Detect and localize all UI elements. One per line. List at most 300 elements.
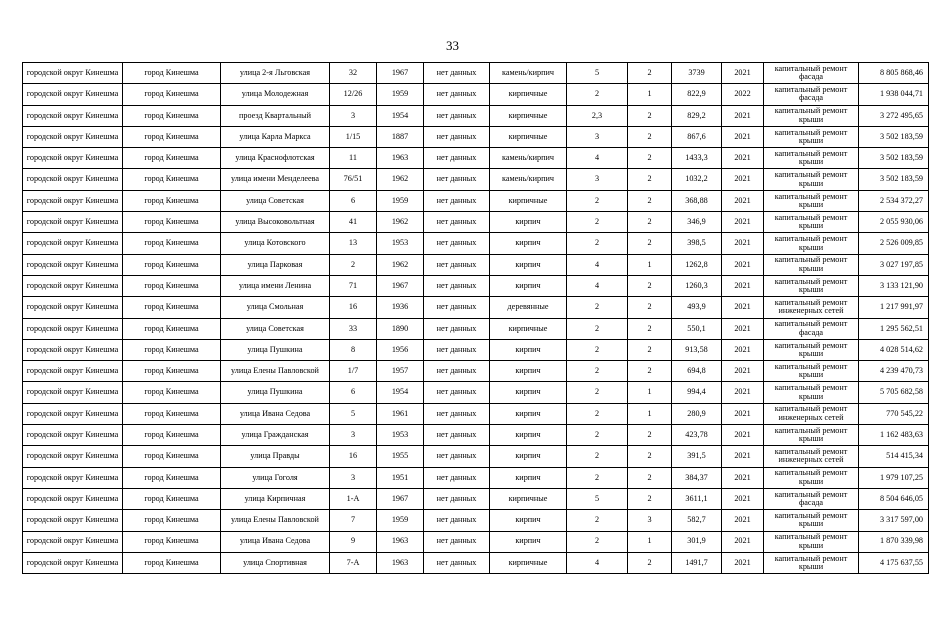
floors-cell: 5 — [567, 488, 628, 509]
wear-cell: нет данных — [424, 531, 490, 552]
year-cell: 2021 — [722, 254, 764, 275]
year-cell: 2021 — [722, 531, 764, 552]
settlement-cell: город Кинешма — [123, 339, 221, 360]
entrances-cell: 1 — [628, 403, 672, 424]
wear-cell: нет данных — [424, 361, 490, 382]
municipality-cell: городской округ Кинешма — [23, 84, 123, 105]
entrances-cell: 2 — [628, 190, 672, 211]
year-built-cell: 1953 — [377, 425, 424, 446]
house-number-cell: 8 — [330, 339, 377, 360]
entrances-cell: 3 — [628, 510, 672, 531]
street-cell: улица Ивана Седова — [221, 403, 330, 424]
area-cell: 384,37 — [672, 467, 722, 488]
year-built-cell: 1887 — [377, 126, 424, 147]
street-cell: улица имени Менделеева — [221, 169, 330, 190]
cost-cell: 4 028 514,62 — [859, 339, 929, 360]
year-built-cell: 1963 — [377, 148, 424, 169]
year-built-cell: 1963 — [377, 552, 424, 573]
municipality-cell: городской округ Кинешма — [23, 510, 123, 531]
work-type-cell: капитальный ремонт крыши — [764, 531, 859, 552]
table-row — [23, 190, 929, 211]
settlement-cell: город Кинешма — [123, 552, 221, 573]
entrances-cell: 2 — [628, 339, 672, 360]
work-type-cell: капитальный ремонт инженерных сетей — [764, 297, 859, 318]
table-row — [23, 84, 929, 105]
work-type-cell: капитальный ремонт инженерных сетей — [764, 403, 859, 424]
area-cell: 1262,8 — [672, 254, 722, 275]
wear-cell: нет данных — [424, 275, 490, 296]
table-row — [23, 488, 929, 509]
street-cell: улица Карла Маркса — [221, 126, 330, 147]
cost-cell: 3 272 495,65 — [859, 105, 929, 126]
house-number-cell: 6 — [330, 382, 377, 403]
table-row — [23, 105, 929, 126]
year-built-cell: 1967 — [377, 488, 424, 509]
street-cell: улица Смольная — [221, 297, 330, 318]
work-type-cell: капитальный ремонт крыши — [764, 212, 859, 233]
table-row — [23, 510, 929, 531]
settlement-cell: город Кинешма — [123, 275, 221, 296]
area-cell: 391,5 — [672, 446, 722, 467]
house-number-cell: 9 — [330, 531, 377, 552]
wall-material-cell: деревянные — [490, 297, 567, 318]
year-cell: 2021 — [722, 297, 764, 318]
table-row — [23, 531, 929, 552]
settlement-cell: город Кинешма — [123, 446, 221, 467]
wear-cell: нет данных — [424, 169, 490, 190]
cost-cell: 8 805 868,46 — [859, 63, 929, 84]
entrances-cell: 2 — [628, 63, 672, 84]
work-type-cell: капитальный ремонт крыши — [764, 126, 859, 147]
municipality-cell: городской округ Кинешма — [23, 339, 123, 360]
street-cell: улица Пушкина — [221, 382, 330, 403]
cost-cell: 770 545,22 — [859, 403, 929, 424]
house-number-cell: 1-А — [330, 488, 377, 509]
cost-cell: 3 133 121,90 — [859, 275, 929, 296]
area-cell: 1491,7 — [672, 552, 722, 573]
floors-cell: 2 — [567, 361, 628, 382]
street-cell: улица Правды — [221, 446, 330, 467]
table-row — [23, 446, 929, 467]
wear-cell: нет данных — [424, 339, 490, 360]
area-cell: 1433,3 — [672, 148, 722, 169]
work-type-cell: капитальный ремонт крыши — [764, 510, 859, 531]
floors-cell: 4 — [567, 254, 628, 275]
wear-cell: нет данных — [424, 488, 490, 509]
work-type-cell: капитальный ремонт крыши — [764, 254, 859, 275]
house-number-cell: 12/26 — [330, 84, 377, 105]
wall-material-cell: камень/кирпич — [490, 169, 567, 190]
year-cell: 2021 — [722, 510, 764, 531]
cost-cell: 1 938 044,71 — [859, 84, 929, 105]
work-type-cell: капитальный ремонт фасада — [764, 318, 859, 339]
year-built-cell: 1957 — [377, 361, 424, 382]
entrances-cell: 2 — [628, 297, 672, 318]
wear-cell: нет данных — [424, 254, 490, 275]
house-number-cell: 7 — [330, 510, 377, 531]
street-cell: проезд Квартальный — [221, 105, 330, 126]
entrances-cell: 1 — [628, 531, 672, 552]
year-built-cell: 1953 — [377, 233, 424, 254]
house-number-cell: 41 — [330, 212, 377, 233]
area-cell: 829,2 — [672, 105, 722, 126]
wear-cell: нет данных — [424, 84, 490, 105]
house-number-cell: 3 — [330, 425, 377, 446]
settlement-cell: город Кинешма — [123, 190, 221, 211]
year-built-cell: 1967 — [377, 275, 424, 296]
cost-cell: 2 526 009,85 — [859, 233, 929, 254]
wear-cell: нет данных — [424, 510, 490, 531]
settlement-cell: город Кинешма — [123, 467, 221, 488]
area-cell: 280,9 — [672, 403, 722, 424]
municipality-cell: городской округ Кинешма — [23, 531, 123, 552]
table-row — [23, 552, 929, 573]
street-cell: улица Гражданская — [221, 425, 330, 446]
page-number: 33 — [446, 38, 459, 53]
cost-cell: 3 502 183,59 — [859, 148, 929, 169]
house-number-cell: 11 — [330, 148, 377, 169]
work-type-cell: капитальный ремонт крыши — [764, 190, 859, 211]
municipality-cell: городской округ Кинешма — [23, 233, 123, 254]
work-type-cell: капитальный ремонт крыши — [764, 148, 859, 169]
floors-cell: 2 — [567, 510, 628, 531]
wall-material-cell: кирпичные — [490, 105, 567, 126]
year-cell: 2021 — [722, 425, 764, 446]
street-cell: улица Советская — [221, 318, 330, 339]
floors-cell: 3 — [567, 126, 628, 147]
wall-material-cell: кирпич — [490, 382, 567, 403]
registry-table — [22, 62, 929, 574]
entrances-cell: 1 — [628, 382, 672, 403]
wear-cell: нет данных — [424, 425, 490, 446]
municipality-cell: городской округ Кинешма — [23, 275, 123, 296]
wall-material-cell: кирпичные — [490, 488, 567, 509]
wall-material-cell: кирпич — [490, 446, 567, 467]
work-type-cell: капитальный ремонт инженерных сетей — [764, 446, 859, 467]
wall-material-cell: кирпич — [490, 467, 567, 488]
work-type-cell: капитальный ремонт крыши — [764, 552, 859, 573]
cost-cell: 514 415,34 — [859, 446, 929, 467]
wall-material-cell: кирпичные — [490, 552, 567, 573]
cost-cell: 3 502 183,59 — [859, 169, 929, 190]
work-type-cell: капитальный ремонт крыши — [764, 275, 859, 296]
year-cell: 2021 — [722, 318, 764, 339]
entrances-cell: 2 — [628, 361, 672, 382]
municipality-cell: городской округ Кинешма — [23, 446, 123, 467]
settlement-cell: город Кинешма — [123, 318, 221, 339]
municipality-cell: городской округ Кинешма — [23, 403, 123, 424]
entrances-cell: 2 — [628, 275, 672, 296]
wear-cell: нет данных — [424, 212, 490, 233]
wall-material-cell: кирпич — [490, 403, 567, 424]
street-cell: улица Парковая — [221, 254, 330, 275]
entrances-cell: 2 — [628, 212, 672, 233]
work-type-cell: капитальный ремонт крыши — [764, 169, 859, 190]
work-type-cell: капитальный ремонт крыши — [764, 467, 859, 488]
floors-cell: 2 — [567, 446, 628, 467]
house-number-cell: 33 — [330, 318, 377, 339]
street-cell: улица Ивана Седова — [221, 531, 330, 552]
cost-cell: 2 055 930,06 — [859, 212, 929, 233]
wear-cell: нет данных — [424, 105, 490, 126]
area-cell: 3739 — [672, 63, 722, 84]
wear-cell: нет данных — [424, 318, 490, 339]
entrances-cell: 2 — [628, 425, 672, 446]
area-cell: 994,4 — [672, 382, 722, 403]
year-cell: 2021 — [722, 190, 764, 211]
house-number-cell: 7-А — [330, 552, 377, 573]
municipality-cell: городской округ Кинешма — [23, 254, 123, 275]
street-cell: улица Котовского — [221, 233, 330, 254]
cost-cell: 4 239 470,73 — [859, 361, 929, 382]
wall-material-cell: кирпичные — [490, 84, 567, 105]
cost-cell: 3 027 197,85 — [859, 254, 929, 275]
entrances-cell: 2 — [628, 105, 672, 126]
municipality-cell: городской округ Кинешма — [23, 63, 123, 84]
house-number-cell: 6 — [330, 190, 377, 211]
entrances-cell: 2 — [628, 467, 672, 488]
settlement-cell: город Кинешма — [123, 105, 221, 126]
work-type-cell: капитальный ремонт крыши — [764, 361, 859, 382]
entrances-cell: 2 — [628, 446, 672, 467]
area-cell: 822,9 — [672, 84, 722, 105]
floors-cell: 4 — [567, 552, 628, 573]
municipality-cell: городской округ Кинешма — [23, 212, 123, 233]
street-cell: улица Гоголя — [221, 467, 330, 488]
area-cell: 493,9 — [672, 297, 722, 318]
wear-cell: нет данных — [424, 126, 490, 147]
floors-cell: 2 — [567, 382, 628, 403]
house-number-cell: 3 — [330, 467, 377, 488]
entrances-cell: 2 — [628, 552, 672, 573]
settlement-cell: город Кинешма — [123, 425, 221, 446]
wall-material-cell: кирпич — [490, 254, 567, 275]
area-cell: 368,88 — [672, 190, 722, 211]
municipality-cell: городской округ Кинешма — [23, 169, 123, 190]
area-cell: 550,1 — [672, 318, 722, 339]
wear-cell: нет данных — [424, 382, 490, 403]
settlement-cell: город Кинешма — [123, 531, 221, 552]
area-cell: 3611,1 — [672, 488, 722, 509]
wall-material-cell: кирпич — [490, 212, 567, 233]
wall-material-cell: камень/кирпич — [490, 63, 567, 84]
house-number-cell: 1/7 — [330, 361, 377, 382]
year-cell: 2021 — [722, 169, 764, 190]
settlement-cell: город Кинешма — [123, 403, 221, 424]
street-cell: улица Спортивная — [221, 552, 330, 573]
settlement-cell: город Кинешма — [123, 382, 221, 403]
area-cell: 694,8 — [672, 361, 722, 382]
year-built-cell: 1955 — [377, 446, 424, 467]
settlement-cell: город Кинешма — [123, 488, 221, 509]
municipality-cell: городской округ Кинешма — [23, 467, 123, 488]
house-number-cell: 3 — [330, 105, 377, 126]
floors-cell: 2,3 — [567, 105, 628, 126]
municipality-cell: городской округ Кинешма — [23, 488, 123, 509]
table-row — [23, 361, 929, 382]
entrances-cell: 2 — [628, 233, 672, 254]
entrances-cell: 1 — [628, 84, 672, 105]
municipality-cell: городской округ Кинешма — [23, 361, 123, 382]
wear-cell: нет данных — [424, 190, 490, 211]
cost-cell: 1 217 991,97 — [859, 297, 929, 318]
municipality-cell: городской округ Кинешма — [23, 126, 123, 147]
table-row — [23, 425, 929, 446]
settlement-cell: город Кинешма — [123, 148, 221, 169]
cost-cell: 5 705 682,58 — [859, 382, 929, 403]
wall-material-cell: кирпич — [490, 361, 567, 382]
entrances-cell: 2 — [628, 148, 672, 169]
cost-cell: 1 162 483,63 — [859, 425, 929, 446]
year-cell: 2021 — [722, 339, 764, 360]
wear-cell: нет данных — [424, 552, 490, 573]
table-row — [23, 169, 929, 190]
year-built-cell: 1967 — [377, 63, 424, 84]
year-built-cell: 1954 — [377, 382, 424, 403]
area-cell: 867,6 — [672, 126, 722, 147]
cost-cell: 3 502 183,59 — [859, 126, 929, 147]
table-row — [23, 318, 929, 339]
municipality-cell: городской округ Кинешма — [23, 190, 123, 211]
cost-cell: 1 979 107,25 — [859, 467, 929, 488]
year-cell: 2021 — [722, 467, 764, 488]
wall-material-cell: кирпичные — [490, 126, 567, 147]
floors-cell: 2 — [567, 531, 628, 552]
area-cell: 1260,3 — [672, 275, 722, 296]
wear-cell: нет данных — [424, 446, 490, 467]
year-built-cell: 1959 — [377, 190, 424, 211]
wall-material-cell: кирпич — [490, 339, 567, 360]
municipality-cell: городской округ Кинешма — [23, 552, 123, 573]
year-built-cell: 1936 — [377, 297, 424, 318]
area-cell: 913,58 — [672, 339, 722, 360]
wear-cell: нет данных — [424, 403, 490, 424]
wall-material-cell: кирпич — [490, 510, 567, 531]
year-cell: 2021 — [722, 233, 764, 254]
street-cell: улица Советская — [221, 190, 330, 211]
year-cell: 2021 — [722, 488, 764, 509]
work-type-cell: капитальный ремонт крыши — [764, 425, 859, 446]
house-number-cell: 5 — [330, 403, 377, 424]
area-cell: 346,9 — [672, 212, 722, 233]
cost-cell: 8 504 646,05 — [859, 488, 929, 509]
street-cell: улица Краснофлотская — [221, 148, 330, 169]
house-number-cell: 2 — [330, 254, 377, 275]
municipality-cell: городской округ Кинешма — [23, 105, 123, 126]
street-cell: улица Пушкина — [221, 339, 330, 360]
entrances-cell: 2 — [628, 488, 672, 509]
floors-cell: 4 — [567, 148, 628, 169]
work-type-cell: капитальный ремонт фасада — [764, 488, 859, 509]
area-cell: 423,78 — [672, 425, 722, 446]
table-row — [23, 297, 929, 318]
work-type-cell: капитальный ремонт фасада — [764, 63, 859, 84]
area-cell: 1032,2 — [672, 169, 722, 190]
registry-table-body — [23, 63, 929, 574]
municipality-cell: городской округ Кинешма — [23, 318, 123, 339]
year-cell: 2021 — [722, 105, 764, 126]
floors-cell: 2 — [567, 339, 628, 360]
work-type-cell: капитальный ремонт крыши — [764, 382, 859, 403]
cost-cell: 3 317 597,00 — [859, 510, 929, 531]
year-built-cell: 1962 — [377, 254, 424, 275]
street-cell: улица Молодежная — [221, 84, 330, 105]
year-cell: 2021 — [722, 212, 764, 233]
house-number-cell: 76/51 — [330, 169, 377, 190]
table-row — [23, 275, 929, 296]
floors-cell: 2 — [567, 84, 628, 105]
entrances-cell: 1 — [628, 254, 672, 275]
wall-material-cell: кирпич — [490, 531, 567, 552]
floors-cell: 3 — [567, 169, 628, 190]
settlement-cell: город Кинешма — [123, 212, 221, 233]
year-cell: 2021 — [722, 361, 764, 382]
entrances-cell: 2 — [628, 126, 672, 147]
table-row — [23, 467, 929, 488]
settlement-cell: город Кинешма — [123, 63, 221, 84]
floors-cell: 5 — [567, 63, 628, 84]
street-cell: улица Кирпичная — [221, 488, 330, 509]
wear-cell: нет данных — [424, 63, 490, 84]
year-cell: 2021 — [722, 63, 764, 84]
year-built-cell: 1951 — [377, 467, 424, 488]
settlement-cell: город Кинешма — [123, 169, 221, 190]
table-row — [23, 212, 929, 233]
table-row — [23, 339, 929, 360]
year-built-cell: 1963 — [377, 531, 424, 552]
year-built-cell: 1956 — [377, 339, 424, 360]
entrances-cell: 2 — [628, 318, 672, 339]
settlement-cell: город Кинешма — [123, 361, 221, 382]
settlement-cell: город Кинешма — [123, 126, 221, 147]
year-cell: 2021 — [722, 126, 764, 147]
wall-material-cell: кирпичные — [490, 190, 567, 211]
work-type-cell: капитальный ремонт крыши — [764, 105, 859, 126]
year-built-cell: 1962 — [377, 212, 424, 233]
street-cell: улица Елены Павловской — [221, 510, 330, 531]
year-cell: 2021 — [722, 275, 764, 296]
area-cell: 301,9 — [672, 531, 722, 552]
year-built-cell: 1890 — [377, 318, 424, 339]
floors-cell: 2 — [567, 297, 628, 318]
wall-material-cell: кирпич — [490, 233, 567, 254]
settlement-cell: город Кинешма — [123, 84, 221, 105]
floors-cell: 2 — [567, 190, 628, 211]
street-cell: улица 2-я Льговская — [221, 63, 330, 84]
municipality-cell: городской округ Кинешма — [23, 425, 123, 446]
table-row — [23, 254, 929, 275]
wear-cell: нет данных — [424, 148, 490, 169]
table-row — [23, 148, 929, 169]
floors-cell: 2 — [567, 467, 628, 488]
cost-cell: 1 295 562,51 — [859, 318, 929, 339]
year-built-cell: 1961 — [377, 403, 424, 424]
year-built-cell: 1959 — [377, 84, 424, 105]
wall-material-cell: камень/кирпич — [490, 148, 567, 169]
street-cell: улица Высоковольтная — [221, 212, 330, 233]
house-number-cell: 16 — [330, 446, 377, 467]
year-cell: 2021 — [722, 403, 764, 424]
cost-cell: 1 870 339,98 — [859, 531, 929, 552]
year-cell: 2022 — [722, 84, 764, 105]
municipality-cell: городской округ Кинешма — [23, 297, 123, 318]
street-cell: улица Елены Павловской — [221, 361, 330, 382]
year-cell: 2021 — [722, 446, 764, 467]
settlement-cell: город Кинешма — [123, 510, 221, 531]
house-number-cell: 13 — [330, 233, 377, 254]
table-row — [23, 382, 929, 403]
wall-material-cell: кирпич — [490, 425, 567, 446]
